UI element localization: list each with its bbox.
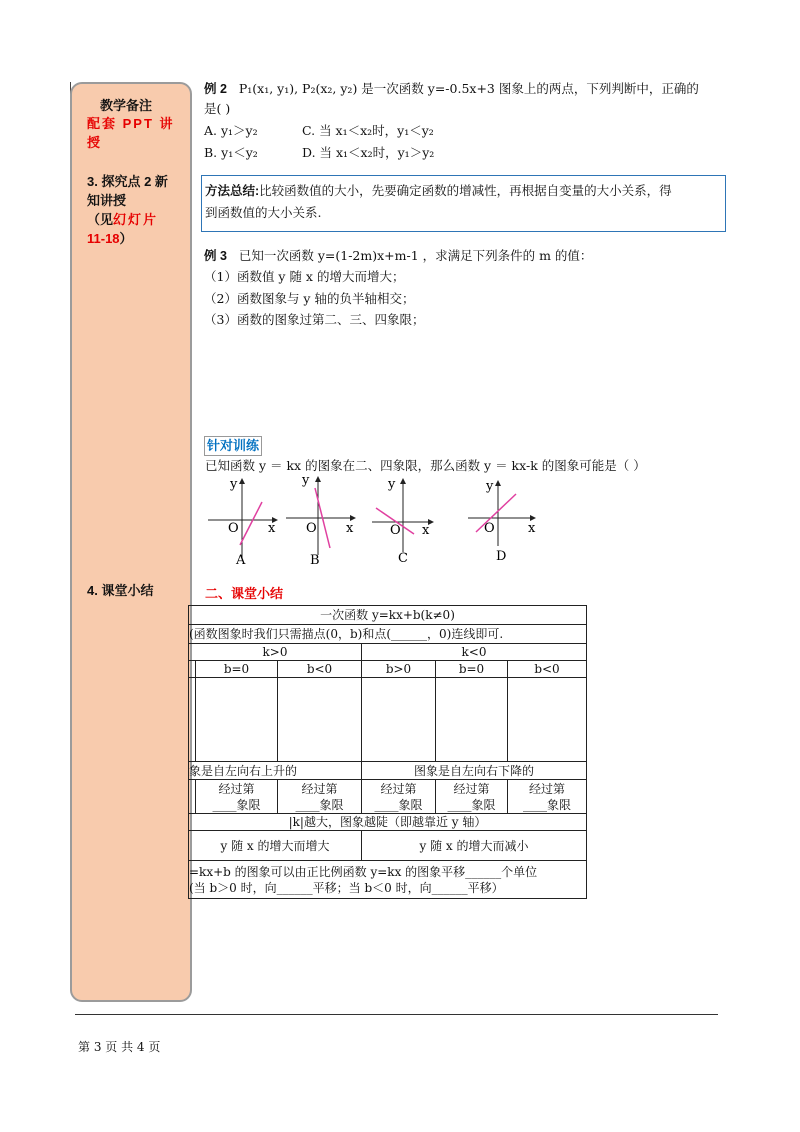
graph-c-y: y [388, 477, 396, 492]
method-line2: 到函数值的大小关系. [205, 205, 322, 220]
summary-graph-cell [508, 678, 587, 762]
summary-title: 一次函数 y=kx+b(k≠0) [189, 606, 587, 625]
sidebar-title: 教学备注 [100, 98, 153, 113]
example3-text: 已知一次函数 y=(1-2m)x+m-1 ，求满足下列条件的 m 的值： [238, 248, 593, 263]
summary-heading: 二、课堂小结 [205, 586, 284, 601]
graph-d-origin: O [484, 521, 495, 536]
footer-page-number: 第 3 页 共 4 页 [78, 1040, 161, 1054]
summary-increase: y 随 x 的增大而增大 [189, 831, 362, 861]
summary-shift-1: =kx+b 的图象可以由正比例函数 y=kx 的图象平移______个单位 [189, 864, 538, 879]
summary-k-negative: k<0 [362, 644, 587, 661]
summary-graph-cell [196, 678, 278, 762]
pass-top: 经过第 [453, 781, 490, 796]
summary-k-positive: k>0 [189, 644, 362, 661]
summary-pass-cell [436, 780, 508, 814]
example2-option-d: D. 当 x₁＜x₂时，y₁＞y₂ [302, 145, 435, 160]
pass-bottom: ____象限 [522, 797, 571, 812]
summary-pass-cell [196, 780, 278, 814]
sidebar-item-3-ref2 [87, 229, 133, 248]
graph-a-line [240, 502, 262, 545]
summary-shift-2: (当 b＞0 时，向______平移；当 b＜0 时，向______平移） [189, 880, 504, 895]
summary-fall: 图象是自左向右下降的 [362, 762, 587, 780]
graph-b-label: B [310, 553, 320, 568]
graph-a-origin: O [228, 521, 239, 536]
graph-c-label: C [398, 551, 408, 566]
graph-a-y: y [230, 477, 238, 492]
summary-b-3: b=0 [436, 661, 508, 678]
summary-table [188, 605, 587, 899]
example2-line2: 是( ) [204, 101, 231, 116]
summary-shift [189, 861, 587, 899]
example2-line1 [204, 79, 699, 99]
summary-pass-cell [508, 780, 587, 814]
graph-b-y: y [302, 473, 310, 488]
example2-option-c: C. 当 x₁＜x₂时，y₁＜y₂ [302, 123, 434, 138]
sidebar-ppt-note: 配套 PPT 讲授 [87, 116, 175, 150]
pass-top: 经过第 [301, 781, 338, 796]
practice-graphs [200, 470, 560, 570]
sidebar-item-3-line1: 3. 探究点 2 新 [87, 174, 168, 189]
graph-c-origin: O [390, 523, 401, 538]
summary-pass-cell [362, 780, 436, 814]
method-line1 [205, 181, 724, 201]
summary-b-2: b>0 [362, 661, 436, 678]
graph-a-label: A [236, 553, 246, 568]
ref-slides: 幻灯片 [113, 212, 159, 227]
graph-d-x: x [528, 521, 536, 536]
summary-b-0: b=0 [196, 661, 278, 678]
method-text: 比较函数值的大小，先要确定函数的增减性，再根据自变量的大小关系，得 [259, 183, 672, 198]
summary-graph-cell [362, 678, 436, 762]
pass-top: 经过第 [380, 781, 417, 796]
ref-prefix: （见 [87, 212, 114, 227]
example3-label: 例 3 [204, 249, 227, 263]
summary-steep: |k|越大，图象越陡（即越靠近 y 轴） [189, 814, 587, 831]
graph-b-x: x [346, 521, 354, 536]
pass-bottom: ____象限 [295, 797, 344, 812]
graph-c-x: x [422, 523, 430, 538]
example2-option-b: B. y₁＜y₂ [204, 145, 258, 160]
sidebar-item-4: 4. 课堂小结 [87, 583, 154, 598]
pass-bottom: ____象限 [374, 797, 423, 812]
graph-d [468, 479, 536, 564]
practice-question: 已知函数 y ＝ kx 的图象在二、四象限，那么函数 y ＝ kx-k 的图象可能是（ ） [205, 458, 646, 473]
graph-a-x: x [268, 521, 276, 536]
graph-b [286, 473, 356, 568]
summary-row-points: (函数图象时我们只需描点(0，b)和点(______，0)连线即可. [189, 625, 587, 644]
summary-pass-blank [189, 780, 196, 814]
graph-d-line [476, 494, 516, 532]
sidebar-item-3-ref [87, 210, 158, 229]
graph-a [208, 477, 278, 568]
example2-label: 例 2 [204, 82, 227, 96]
practice-tag: 针对训练 [204, 436, 262, 456]
sidebar-item-3-line2: 知讲授 [87, 193, 127, 208]
example3-line [204, 246, 592, 266]
pass-top: 经过第 [528, 781, 565, 796]
example2-text: P₁(x₁, y₁), P₂(x₂, y₂) 是一次函数 y=-0.5x+3 图象上的两点，下列判断中，正确的 [238, 81, 699, 96]
summary-graph-cell [436, 678, 508, 762]
summary-b-1: b<0 [278, 661, 362, 678]
example2-option-a: A. y₁＞y₂ [204, 123, 258, 138]
ref-suffix: ） [119, 231, 133, 246]
summary-b-blank [189, 661, 196, 678]
pass-bottom: ____象限 [447, 797, 496, 812]
ref-range: 11-18 [87, 231, 120, 246]
graph-c [372, 477, 434, 566]
summary-rise: 象是自左向右上升的 [189, 762, 362, 780]
pass-top: 经过第 [218, 781, 255, 796]
graph-b-origin: O [306, 521, 317, 536]
summary-graph-cell [278, 678, 362, 762]
example3-q3: （3）函数的图象过第二、三、四象限； [204, 312, 425, 327]
footer-divider [75, 1014, 718, 1015]
pass-bottom: ____象限 [212, 797, 261, 812]
example3-q2: （2）函数图象与 y 轴的负半轴相交； [204, 291, 415, 306]
graph-d-label: D [496, 549, 507, 564]
example3-q1: （1）函数值 y 随 x 的增大而增大； [204, 269, 405, 284]
method-label: 方法总结: [205, 184, 260, 198]
summary-graph-cell [189, 678, 196, 762]
graph-d-y: y [486, 479, 494, 494]
summary-pass-cell [278, 780, 362, 814]
summary-b-4: b<0 [508, 661, 587, 678]
summary-decrease: y 随 x 的增大而减小 [362, 831, 587, 861]
